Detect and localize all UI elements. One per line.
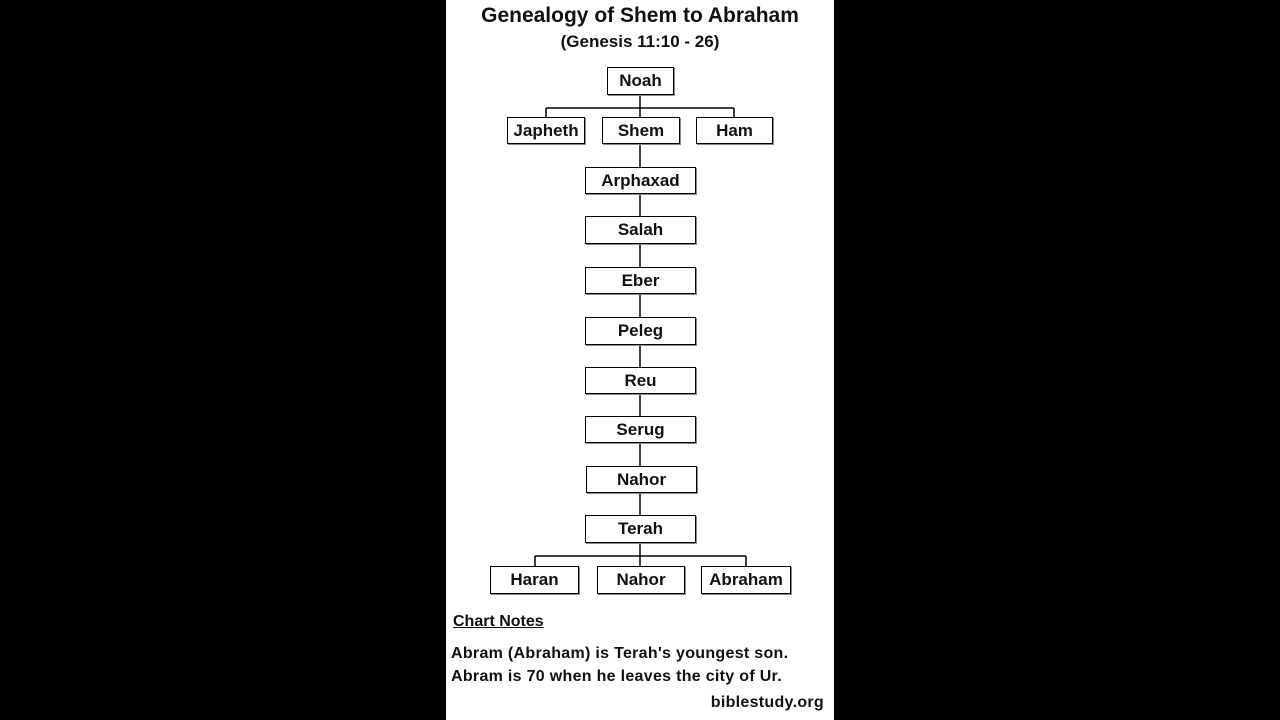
- person-eber: Eber: [585, 267, 696, 294]
- chart-title: Genealogy of Shem to Abraham: [481, 4, 799, 27]
- person-reu: Reu: [585, 367, 696, 394]
- person-terah: Terah: [585, 515, 696, 543]
- person-nahor: Nahor: [586, 466, 697, 493]
- person-shem: Shem: [602, 117, 680, 144]
- person-serug: Serug: [585, 416, 696, 443]
- person-japheth: Japheth: [507, 117, 585, 144]
- person-peleg: Peleg: [585, 317, 696, 345]
- chart-note-line-2: Abram is 70 when he leaves the city of Ur.: [451, 668, 782, 685]
- person-noah: Noah: [607, 67, 674, 95]
- source-credit: biblestudy.org: [710, 694, 824, 711]
- person-abraham: Abraham: [701, 566, 791, 594]
- person-ham: Ham: [696, 117, 773, 144]
- person-haran: Haran: [490, 566, 579, 594]
- genealogy-chart-panel: [446, 0, 834, 720]
- chart-note-line-1: Abram (Abraham) is Terah's youngest son.: [451, 645, 789, 662]
- person-nahor-son: Nahor: [597, 566, 685, 594]
- person-salah: Salah: [585, 216, 696, 244]
- chart-subtitle: (Genesis 11:10 - 26): [560, 32, 720, 51]
- chart-notes-heading: Chart Notes: [453, 613, 544, 630]
- person-arphaxad: Arphaxad: [585, 167, 696, 194]
